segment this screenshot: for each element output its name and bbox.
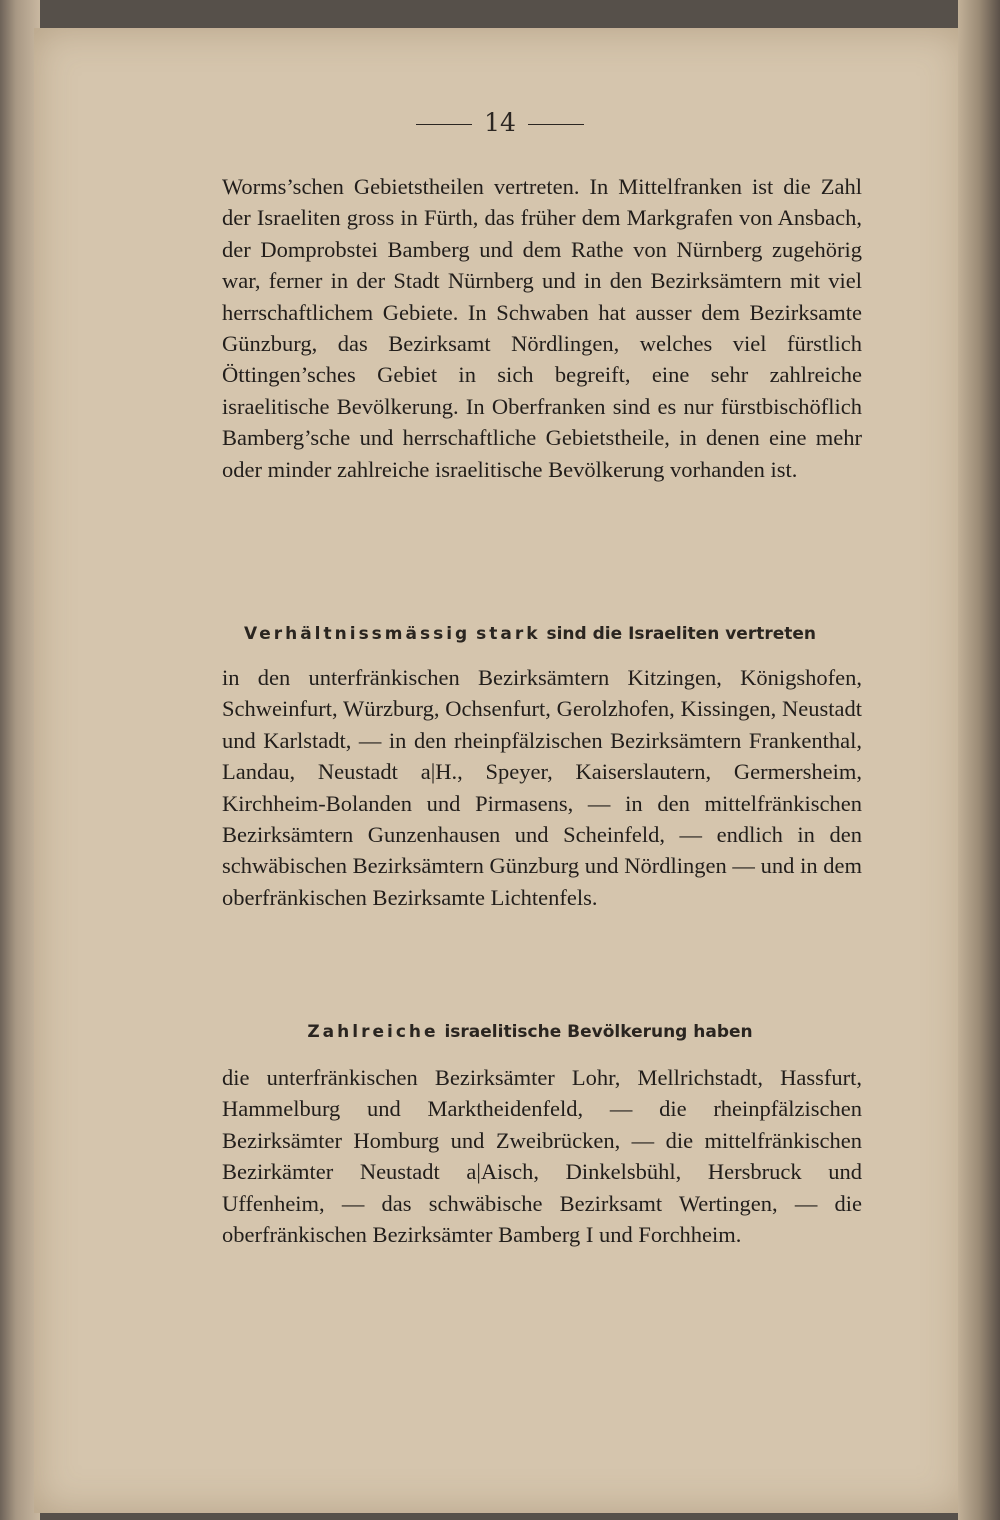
paragraph-2: in den unterfränkischen Bezirksämtern Kitzingen, Königshofen, Schweinfurt, Würzburg, Ochsenfurt, Gerolzhofen, Kissingen, Neustadt und Karlstadt, — in den rheinpfälzischen Bezirksämtern Frankenthal, Landau, Neustadt a|H., Speyer, Kaiserslautern, Germersheim, Kirchheim-Bolanden und Pirmasens, — in den mittelfränkischen Bezirksämtern Gunzenhausen und Scheinfeld, — endlich in den schwäbischen Bezirksämtern Günzburg und Nördlingen — und in dem oberfränkischen Bezirksamte Lichtenfels. — [222, 665, 862, 910]
page-number-dash-left — [416, 124, 472, 125]
section-heading-2 — [180, 1022, 880, 1042]
section-heading-1 — [180, 624, 880, 644]
section-heading-2-part2: israelitische Bevölkerung haben — [444, 1022, 753, 1042]
section-heading-2-part1: Zahlreiche — [307, 1022, 439, 1042]
section-heading-1-part3: sind die Israeliten vertreten — [546, 624, 817, 644]
section-heading-1-part1: Verhältnissmässig — [243, 624, 471, 644]
right-page-edge — [958, 0, 1000, 1520]
section-heading-1-part2: stark — [476, 624, 541, 644]
paragraph-1: Worms’schen Gebietstheilen vertreten. In Mittelfranken ist die Zahl der Israeliten gross in Fürth, das früher dem Markgrafen von Ansbach, der Domprobstei Bamberg und dem Rathe von Nürnberg zugehörig war, ferner in der Stadt Nürnberg und in den Bezirksämtern mit viel herrschaftlichem Gebiete. In Schwaben hat ausser dem Bezirksamte Günzburg, das Bezirksamt Nördlingen, welches viel fürstlich Öttingen’sches Gebiet in sich begreift, eine sehr zahlreiche israelitische Bevölkerung. In Oberfranken sind es nur fürstbischöflich Bamberg’sche und herrschaftliche Gebietstheile, in denen eine mehr oder minder zahlreiche israelitische Bevölkerung vorhanden ist. — [222, 174, 862, 482]
page-number-dash-right — [528, 124, 584, 125]
paragraph-3: die unterfränkischen Bezirksämter Lohr, Mellrichstadt, Hassfurt, Hammelburg und Marktheidenfeld, — die rheinpfälzischen Bezirksämter Homburg und Zweibrücken, — die mittelfränkischen Bezirkämter Neustadt a|Aisch, Dinkelsbühl, Hersbruck und Uffenheim, — das schwäbische Bezirksamt Wertingen, — die oberfränkischen Bezirksämter Bamberg I und Forchheim. — [222, 1065, 862, 1248]
page-number-text: 14 — [484, 108, 516, 137]
page-number — [0, 108, 1000, 137]
